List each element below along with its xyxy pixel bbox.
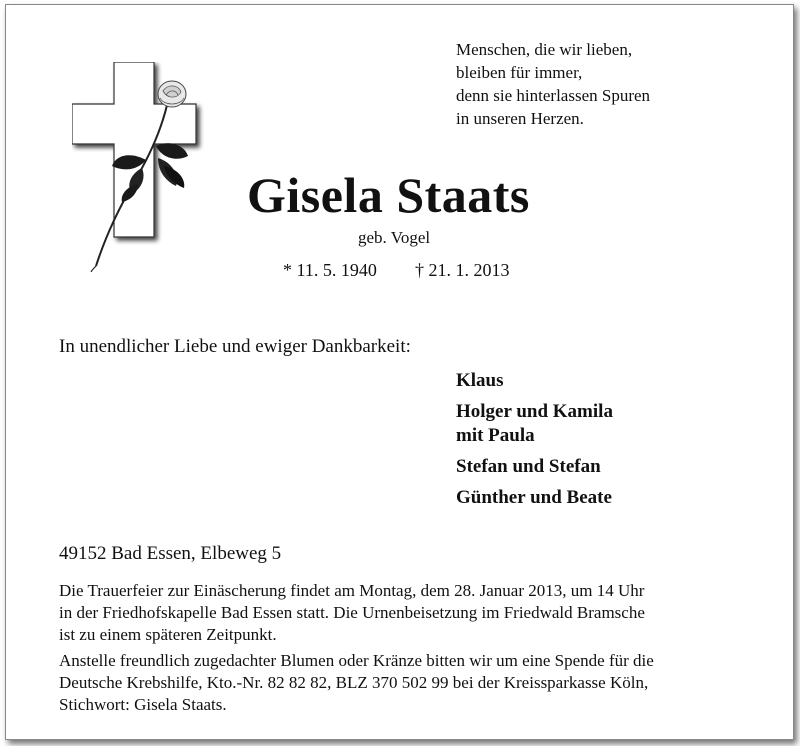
dedication-line: In unendlicher Liebe und ewiger Dankbarkeit: (59, 336, 411, 357)
ceremony-paragraph (59, 580, 759, 646)
address: 49152 Bad Essen, Elbeweg 5 (59, 543, 282, 564)
cross-with-rose-icon (72, 62, 212, 272)
donation-paragraph (59, 650, 759, 716)
ceremony-line: in der Friedhofskapelle Bad Essen statt. Die Urnenbeisetzung im Friedwald Bramsche (59, 603, 645, 622)
maiden-name: geb. Vogel (358, 228, 431, 247)
family-entry: Klaus (456, 370, 504, 391)
ceremony-line: ist zu einem späteren Zeitpunkt. (59, 625, 277, 644)
death-date: † 21. 1. 2013 (415, 260, 510, 280)
family-entry: Holger und Kamila mit Paula (456, 401, 613, 446)
ceremony-line: Die Trauerfeier zur Einäscherung findet am Montag, dem 28. Januar 2013, um 14 Uhr (59, 581, 645, 600)
memorial-poem: Menschen, die wir lieben, bleiben für immer, denn sie hinterlassen Spuren in unseren Herzen. (456, 40, 651, 128)
family-entry: Günther und Beate (456, 487, 612, 508)
donation-line: Stichwort: Gisela Staats. (59, 695, 227, 714)
family-list (456, 369, 613, 517)
donation-line: Deutsche Krebshilfe, Kto.-Nr. 82 82 82, BLZ 370 502 99 bei der Kreissparkasse Köln, (59, 673, 649, 692)
birth-date: * 11. 5. 1940 (283, 260, 377, 280)
deceased-name: Gisela Staats (247, 167, 530, 223)
donation-line: Anstelle freundlich zugedachter Blumen oder Kränze bitten wir um eine Spende für die (59, 651, 654, 670)
family-entry: Stefan und Stefan (456, 456, 601, 477)
